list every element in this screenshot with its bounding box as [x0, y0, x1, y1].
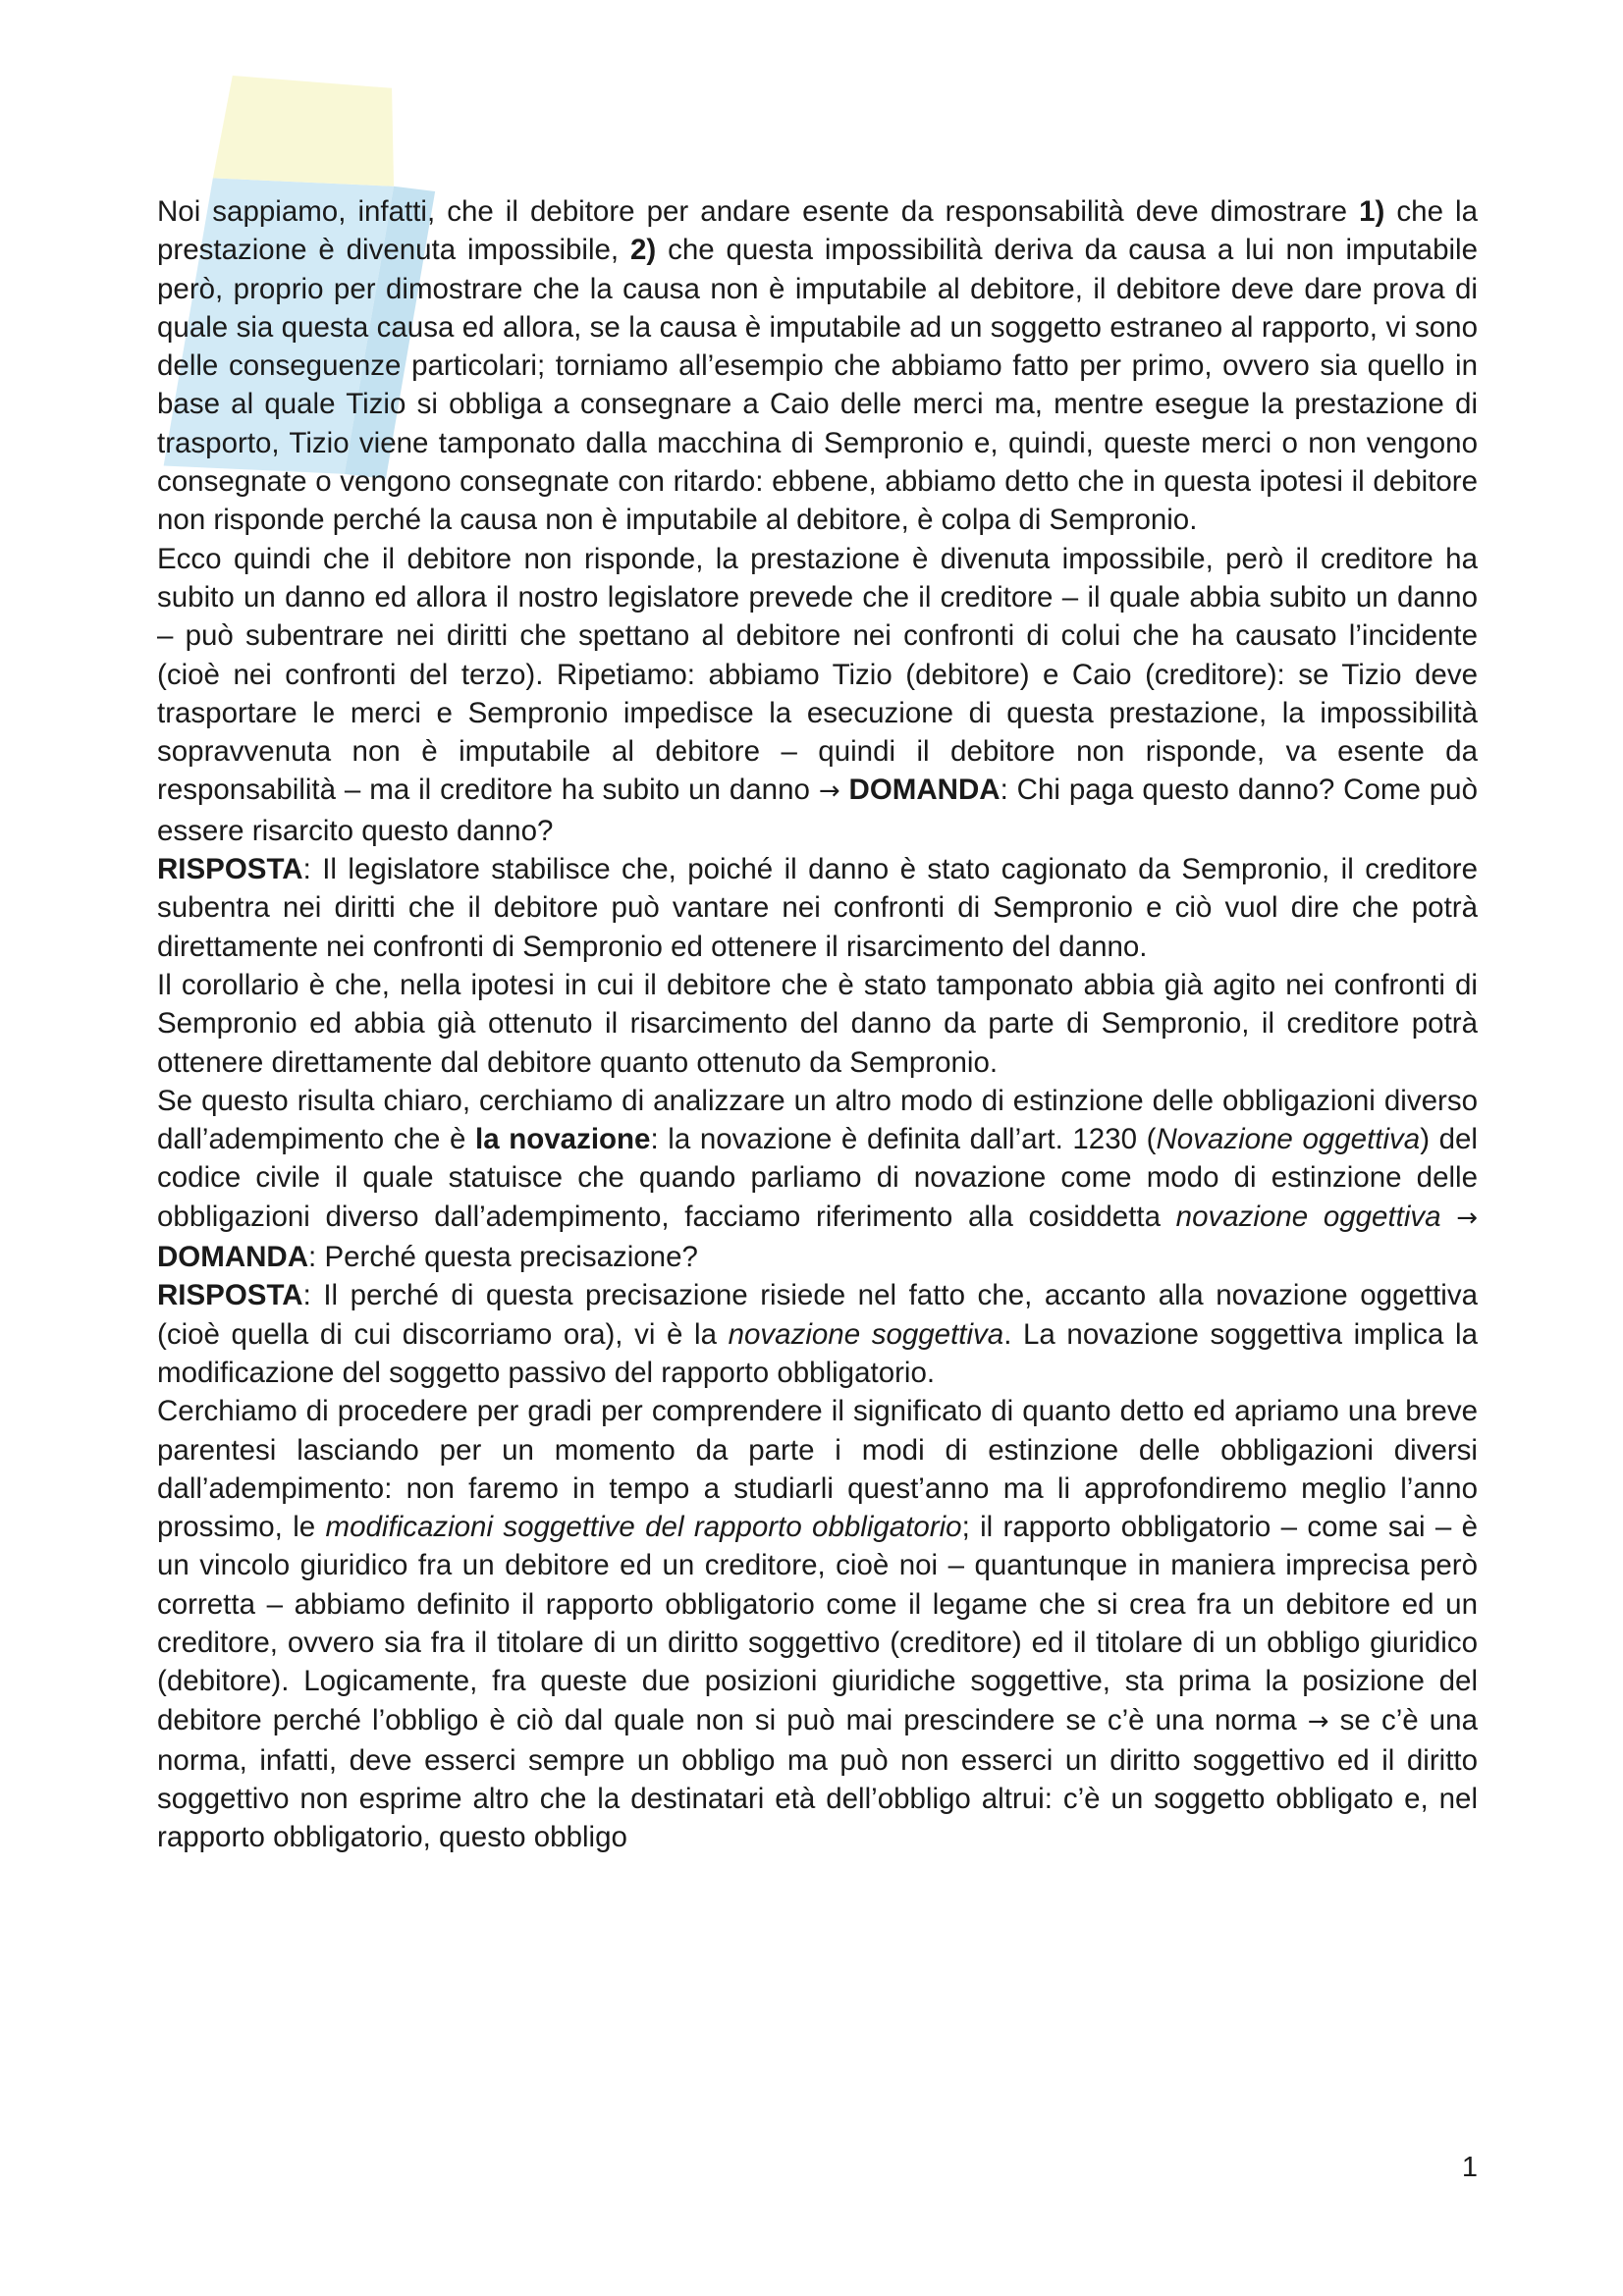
paragraph-7: Cerchiamo di procedere per gradi per comprendere il significato di quanto detto ed apriamo una breve parentesi lasciando per un momento da parte i modi di estinzione delle obbligazioni diversi dall’adempimento: non faremo in tempo a studiarli quest’anno ma li approfondiremo meglio l’anno prossimo, le modificazioni soggettive del rapporto obbligatorio; il rapporto obbligatorio – come sai – è un vincolo giuridico fra un debitore ed un creditore, cioè noi – quantunque in maniera imprecisa però corretta – abbiamo definito il rapporto obbligatorio come il legame che si crea fra un debitore ed un creditore, ovvero sia fra il titolare di un diritto soggettivo (creditore) ed il titolare di un obbligo giuridico (debitore). Logicamente, fra queste due posizioni giuridiche soggettive, sta prima la posizione del debitore perché l’obbligo è ciò dal quale non si può mai prescindere se c’è una norma → se c’è una norma, infatti, deve esserci sempre un obbligo ma può non esserci un diritto soggettivo ed il diritto soggettivo non esprime altro che la destinatari età dell’obbligo altrui: c’è un soggetto obbligato e, nel rapporto obbligatorio, questo obbligo: [157, 1395, 1478, 1854]
arrow-right-icon: →: [818, 776, 840, 807]
paragraph-3: RISPOSTA: Il legislatore stabilisce che, poiché il danno è stato cagionato da Sempronio, il creditore subentra nei diritti che il debitore può vantare nei confronti di Sempronio e ciò vuol dire che potrà direttamente nei confronti di Sempronio ed ottenere il risarcimento del danno.: [157, 853, 1478, 963]
paragraph-1: Noi sappiamo, infatti, che il debitore per andare esente da responsabilità deve dimostrare 1) che la prestazione è divenuta impossibile, 2) che questa impossibilità deriva da causa a lui non imputabile però, proprio per dimostrare che la causa non è imputabile al debitore, il debitore deve dare prova di quale sia questa causa ed allora, se la causa è imputabile ad un soggetto estraneo al rapporto, vi sono delle conseguenze particolari; torniamo all’esempio che abbiamo fatto per primo, ovvero sia quello in base al quale Tizio si obbliga a consegnare a Caio delle merci ma, mentre esegue la prestazione di trasporto, Tizio viene tamponato dalla macchina di Sempronio e, quindi, queste merci o non vengono consegnate o vengono consegnate con ritardo: ebbene, abbiamo detto che in questa ipotesi il debitore non risponde perché la causa non è imputabile al debitore, è colpa di Sempronio.: [157, 195, 1479, 537]
term-modificazioni-soggettive: modificazioni soggettive del rapporto obbligatorio: [325, 1511, 962, 1544]
term-novazione-soggettiva: novazione soggettiva: [728, 1317, 1004, 1351]
term-novazione: la novazione: [475, 1123, 651, 1156]
term-novazione-oggettiva: novazione oggettiva: [1175, 1200, 1441, 1233]
question-label: DOMANDA: [848, 774, 1001, 807]
paragraph-2: Ecco quindi che il debitore non risponde, la prestazione è divenuta impossibile, però il creditore ha subito un danno ed allora il nostro legislatore prevede che il creditore – il quale abbia subito un danno – può subentrare nei diritti che spettano al debitore nei confronti di colui che ha causato l’incidente (cioè nei confronti del terzo). Ripetiamo: abbiamo Tizio (debitore) e Caio (creditore): se Tizio deve trasportare le merci e Sempronio impedisce la esecuzione di questa prestazione, la impossibilità sopravvenuta non è imputabile al debitore – quindi il debitore non risponde, va esente da responsabilità – ma il creditore ha subito un danno → DOMANDA: Chi paga questo danno? Come può essere risarcito questo danno?: [157, 542, 1478, 847]
paragraph-5: Se questo risulta chiaro, cerchiamo di analizzare un altro modo di estinzione delle obbligazioni diverso dall’adempimento che è la novazione: la novazione è definita dall’art. 1230 (Novazione oggettiva) del codice civile il quale statuisce che quando parliamo di novazione come modo di estinzione delle obbligazioni diverso dall’adempimento, facciamo riferimento alla cosiddetta novazione oggettiva → DOMANDA: Perché questa precisazione?: [157, 1084, 1478, 1274]
document-body: [157, 192, 1478, 1857]
number-marker: 2): [629, 234, 657, 267]
page-number: 1: [1461, 2152, 1478, 2183]
answer-label: RISPOSTA: [157, 853, 303, 886]
arrow-right-icon: →: [1456, 1202, 1478, 1233]
number-marker: 1): [1359, 195, 1385, 228]
question-label: DOMANDA: [157, 1241, 309, 1274]
arrow-right-icon: →: [1307, 1706, 1329, 1736]
article-title: Novazione oggettiva: [1156, 1123, 1421, 1156]
answer-label: RISPOSTA: [157, 1279, 303, 1312]
paragraph-4: Il corollario è che, nella ipotesi in cui il debitore che è stato tamponato abbia già agito nei confronti di Sempronio ed abbia già ottenuto il risarcimento del danno da parte di Sempronio, il creditore potrà ottenere direttamente dal debitore quanto ottenuto da Sempronio.: [157, 968, 1478, 1079]
paragraph-6: RISPOSTA: Il perché di questa precisazione risiede nel fatto che, accanto alla novazione oggettiva (cioè quella di cui discorriamo ora), vi è la novazione soggettiva. La novazione soggettiva implica la modificazione del soggetto passivo del rapporto obbligatorio.: [157, 1279, 1478, 1389]
